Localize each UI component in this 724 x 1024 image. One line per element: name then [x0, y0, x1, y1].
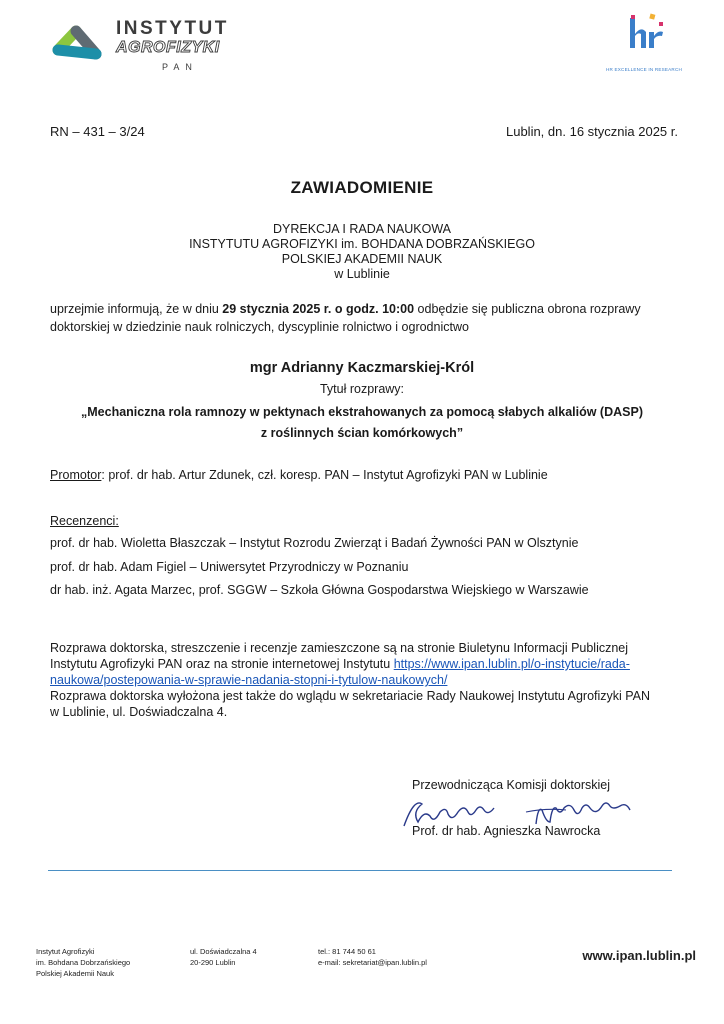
footer-divider — [48, 870, 672, 871]
footer-institute — [36, 946, 130, 979]
hr-excellence-logo — [596, 12, 692, 76]
organization-block — [0, 222, 724, 282]
footer-line: ul. Doświadczalna 4 — [190, 947, 257, 956]
footer-line: 20-290 Lublin — [190, 958, 236, 967]
thesis-title — [60, 402, 664, 444]
reviewer-item: prof. dr hab. Adam Figiel – Uniwersytet Przyrodniczy w Poznaniu — [50, 560, 409, 574]
hr-tagline: HR EXCELLENCE IN RESEARCH — [606, 67, 682, 72]
footer-website-link[interactable]: www.ipan.lublin.pl — [582, 948, 696, 963]
notice-line5: w Lublinie, ul. Doświadczalna 4. — [50, 705, 228, 719]
candidate-name: mgr Adrianny Kaczmarskiej-Król — [249, 360, 475, 376]
place-date: Lublin, dn. 16 stycznia 2025 r. — [505, 124, 678, 139]
notice-line1: Rozprawa doktorska, streszczenie i recenzje zamieszczone są na stronie Biuletynu Informacji Publicznej — [50, 641, 629, 655]
footer-email: e-mail: sekretariat@ipan.lublin.pl — [318, 958, 427, 967]
intro-paragraph — [50, 300, 690, 336]
notice-line4: Rozprawa doktorska wyłożona jest także do wglądu w sekretariacie Rady Naukowej Instytutu Agrofizyki PAN — [50, 689, 651, 703]
logo-text-line1: INSTYTUT — [116, 18, 229, 39]
bip-link-continuation[interactable]: naukowa/postepowania-w-sprawie-nadania-stopni-i-tytulow-naukowych/ — [50, 673, 448, 687]
promotor-text: : prof. dr hab. Artur Zdunek, czł. koresp. PAN – Instytut Agrofizyki PAN w Lublinie — [101, 468, 548, 482]
footer-line: Instytut Agrofizyki — [36, 947, 95, 956]
reference-number: RN – 431 – 3/24 — [50, 124, 145, 139]
footer-line: im. Bohdana Dobrzańskiego — [36, 958, 131, 967]
hr-logo-icon — [596, 12, 692, 64]
promotor-line — [50, 468, 548, 482]
promotor-label: Promotor — [50, 468, 102, 482]
notice-line2-text: Instytutu Agrofizyki PAN oraz na stronie internetowej Instytutu — [50, 657, 394, 671]
notice-line3 — [50, 673, 447, 687]
committee-chair-role: Przewodnicząca Komisji doktorskiej — [412, 778, 610, 792]
reviewer-item: dr hab. inż. Agata Marzec, prof. SGGW – Szkoła Główna Gospodarstwa Wiejskiego w Warszawie — [50, 583, 589, 597]
bip-link[interactable]: https://www.ipan.lublin.pl/o-instytucie/rada- — [393, 657, 630, 671]
organization-line: DYREKCJA I RADA NAUKOWA — [272, 222, 452, 236]
footer-line: Polskiej Akademii Nauk — [36, 969, 114, 978]
logo-text-line2: AGROFIZYKI — [116, 39, 220, 56]
organization-line: w Lublinie — [334, 267, 390, 281]
document-title: ZAWIADOMIENIE — [290, 178, 434, 197]
footer-address — [190, 946, 257, 968]
institute-logo — [48, 12, 258, 74]
thesis-title-line1: „Mechaniczna rola ramnozy w pektynach ekstrahowanych za pomocą słabych alkaliów (DASP) — [81, 405, 643, 419]
footer-phone: tel.: 81 744 50 61 — [318, 947, 376, 956]
organization-line: INSTYTUTU AGROFIZYKI im. BOHDANA DOBRZAŃSKIEGO — [189, 237, 535, 251]
logo-text-line3: PAN — [162, 62, 198, 72]
defense-datetime: 29 stycznia 2025 r. o godz. 10:00 — [222, 302, 415, 316]
committee-chair-name: Prof. dr hab. Agnieszka Nawrocka — [412, 824, 601, 838]
thesis-title-line2: z roślinnych ścian komórkowych” — [260, 426, 464, 440]
reviewer-item: prof. dr hab. Wioletta Błaszczak – Instytut Rozrodu Zwierząt i Badań Żywności PAN w Olsztynie — [50, 536, 579, 550]
reviewers-label: Recenzenci: — [50, 514, 119, 528]
institute-logo-icon — [48, 14, 108, 72]
footer-contact — [318, 946, 427, 968]
thesis-label: Tytuł rozprawy: — [319, 382, 405, 396]
notice-line2 — [50, 657, 630, 671]
organization-line: POLSKIEJ AKADEMII NAUK — [281, 252, 443, 266]
intro-text-1: uprzejmie informują, że w dniu — [50, 302, 223, 316]
intro-text-2: odbędzie się publiczna obrona rozprawy doktorskiej w dziedzinie nauk rolniczych, dyscyplinie rolnictwo i ogrodnictwo — [50, 302, 641, 334]
